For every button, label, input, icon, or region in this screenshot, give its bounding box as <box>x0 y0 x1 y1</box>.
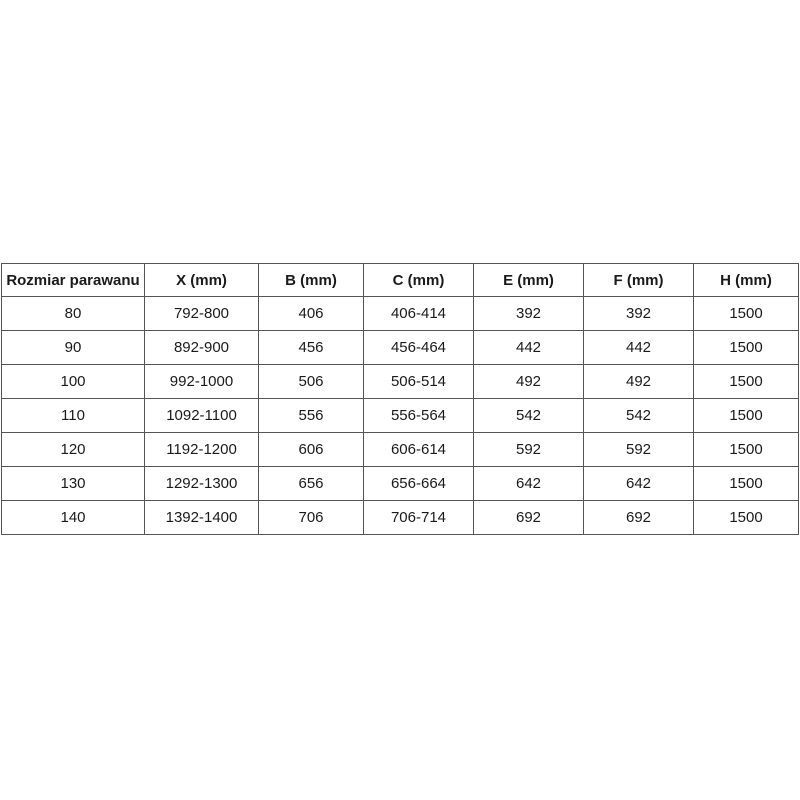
column-header: C (mm) <box>364 264 474 297</box>
table-cell: 1292-1300 <box>145 467 259 501</box>
table-cell: 692 <box>584 501 694 535</box>
table-row <box>2 433 799 467</box>
table-cell: 80 <box>2 297 145 331</box>
table-cell: 456-464 <box>364 331 474 365</box>
table-row <box>2 331 799 365</box>
column-header: X (mm) <box>145 264 259 297</box>
table-cell: 120 <box>2 433 145 467</box>
table-cell: 1092-1100 <box>145 399 259 433</box>
table-cell: 492 <box>474 365 584 399</box>
table-cell: 442 <box>474 331 584 365</box>
table-body <box>2 297 799 535</box>
table-cell: 1500 <box>694 365 799 399</box>
table-cell: 706 <box>259 501 364 535</box>
table-cell: 606-614 <box>364 433 474 467</box>
table-cell: 656 <box>259 467 364 501</box>
column-header: Rozmiar parawanu <box>2 264 145 297</box>
table-cell: 506-514 <box>364 365 474 399</box>
table-cell: 556-564 <box>364 399 474 433</box>
table-cell: 406-414 <box>364 297 474 331</box>
table-cell: 492 <box>584 365 694 399</box>
table-cell: 1500 <box>694 297 799 331</box>
table-cell: 140 <box>2 501 145 535</box>
table-cell: 442 <box>584 331 694 365</box>
table-cell: 606 <box>259 433 364 467</box>
table-cell: 542 <box>474 399 584 433</box>
table-cell: 406 <box>259 297 364 331</box>
table-cell: 1500 <box>694 331 799 365</box>
table-row <box>2 467 799 501</box>
column-header: E (mm) <box>474 264 584 297</box>
table-cell: 130 <box>2 467 145 501</box>
table-row <box>2 297 799 331</box>
table-cell: 392 <box>474 297 584 331</box>
table-cell: 100 <box>2 365 145 399</box>
table-row <box>2 365 799 399</box>
table-row <box>2 501 799 535</box>
table-cell: 1500 <box>694 399 799 433</box>
table-header-row <box>2 264 799 297</box>
table-cell: 1500 <box>694 501 799 535</box>
table-cell: 506 <box>259 365 364 399</box>
table-cell: 110 <box>2 399 145 433</box>
table-cell: 792-800 <box>145 297 259 331</box>
table-cell: 556 <box>259 399 364 433</box>
table-cell: 992-1000 <box>145 365 259 399</box>
table-cell: 892-900 <box>145 331 259 365</box>
table-cell: 456 <box>259 331 364 365</box>
dimensions-table <box>1 263 799 535</box>
table-cell: 592 <box>584 433 694 467</box>
table-cell: 1500 <box>694 433 799 467</box>
table-cell: 1500 <box>694 467 799 501</box>
table-cell: 90 <box>2 331 145 365</box>
table-cell: 642 <box>474 467 584 501</box>
table-cell: 656-664 <box>364 467 474 501</box>
column-header: B (mm) <box>259 264 364 297</box>
column-header: H (mm) <box>694 264 799 297</box>
column-header: F (mm) <box>584 264 694 297</box>
table-cell: 592 <box>474 433 584 467</box>
table-cell: 642 <box>584 467 694 501</box>
table-cell: 542 <box>584 399 694 433</box>
table-row <box>2 399 799 433</box>
table-cell: 706-714 <box>364 501 474 535</box>
table-cell: 692 <box>474 501 584 535</box>
table-cell: 392 <box>584 297 694 331</box>
table-cell: 1392-1400 <box>145 501 259 535</box>
table-cell: 1192-1200 <box>145 433 259 467</box>
